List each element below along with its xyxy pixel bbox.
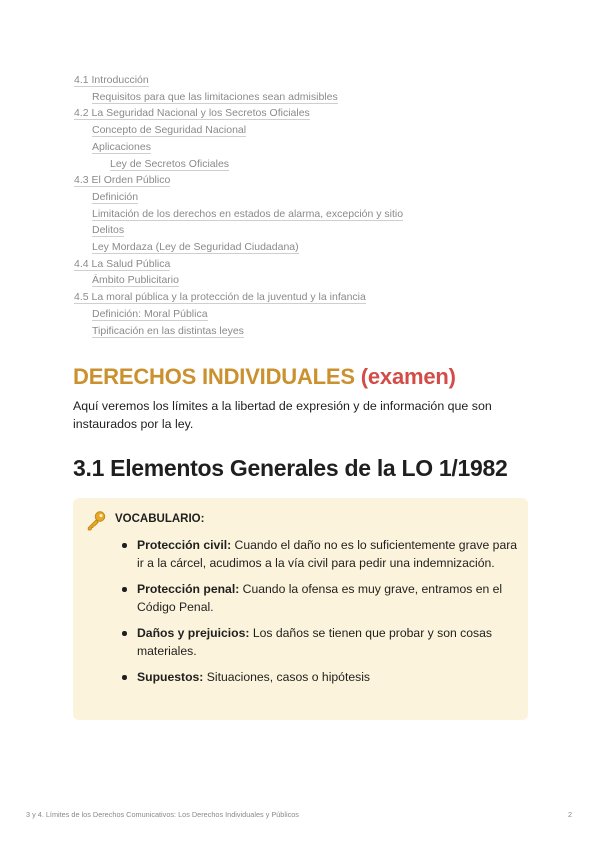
section-intro: Aquí veremos los límites a la libertad de expresión y de información que son instaurados por la ley. xyxy=(73,399,492,431)
toc-item-label[interactable]: Aplicaciones xyxy=(92,140,151,153)
toc-item-label[interactable]: Ámbito Publicitario xyxy=(92,274,179,287)
toc-item-label[interactable]: Requisitos para que las limitaciones sean admisibles xyxy=(92,90,338,103)
vocabulary-callout xyxy=(73,498,528,720)
toc-item-label[interactable]: Definición: Moral Pública xyxy=(92,307,208,320)
vocab-term: Protección civil: xyxy=(137,538,232,552)
toc-item-label[interactable]: Ley de Secretos Oficiales xyxy=(110,157,230,170)
toc-item[interactable] xyxy=(74,306,544,323)
toc-item-label[interactable]: 4.5 La moral pública y la protección de la juventud y la infancia xyxy=(74,291,366,304)
toc-item[interactable] xyxy=(74,323,544,340)
toc-item-label[interactable]: 4.2 La Seguridad Nacional y los Secretos Oficiales xyxy=(74,107,310,120)
toc-item-label[interactable]: Tipificación en las distintas leyes xyxy=(92,324,244,337)
toc-item[interactable] xyxy=(74,105,544,122)
list-item xyxy=(119,580,519,616)
vocab-definition: Cuando el daño no es lo suficientemente grave para ir a la cárcel, acudimos a la vía civil para pedir una indemnización. xyxy=(137,538,518,570)
vocab-term: Protección penal: xyxy=(137,582,240,596)
callout-title: VOCABULARIO: xyxy=(115,513,205,525)
subsection-heading: 3.1 Elementos Generales de la LO 1/1982 xyxy=(73,455,508,481)
toc-item[interactable] xyxy=(74,239,544,256)
toc-item-label[interactable]: 4.1 Introducción xyxy=(74,74,149,86)
toc-item[interactable] xyxy=(74,156,544,173)
toc-item[interactable] xyxy=(74,272,544,289)
vocab-definition: Situaciones, casos o hipótesis xyxy=(203,670,371,684)
list-item xyxy=(119,624,519,660)
toc-item[interactable] xyxy=(74,206,544,223)
list-item xyxy=(119,668,519,686)
page-number: 2 xyxy=(567,810,572,819)
list-item xyxy=(119,536,519,572)
vocab-term: Daños y prejuicios: xyxy=(137,626,250,640)
table-of-contents xyxy=(74,72,544,339)
toc-item[interactable] xyxy=(74,89,544,106)
toc-item[interactable] xyxy=(74,122,544,139)
toc-item-label[interactable]: Definición xyxy=(92,190,139,203)
vocab-definition: Los daños se tienen que probar y son cosas materiales. xyxy=(137,626,492,658)
toc-item-label[interactable]: Delitos xyxy=(92,224,125,237)
toc-item[interactable] xyxy=(74,222,544,239)
toc-item[interactable] xyxy=(74,256,544,273)
toc-item-label[interactable]: Limitación de los derechos en estados de alarma, excepción y sitio xyxy=(92,207,404,220)
toc-item-label[interactable]: 4.4 La Salud Pública xyxy=(74,257,171,270)
toc-item[interactable] xyxy=(74,289,544,306)
toc-item[interactable] xyxy=(74,139,544,156)
vocabulary-list xyxy=(119,536,519,694)
section-title: DERECHOS INDIVIDUALES xyxy=(73,364,355,389)
section-heading xyxy=(73,364,456,390)
toc-item-label[interactable]: Concepto de Seguridad Nacional xyxy=(92,124,247,137)
toc-item-label[interactable]: Ley Mordaza (Ley de Seguridad Ciudadana) xyxy=(92,241,299,254)
toc-item[interactable] xyxy=(74,172,544,189)
page-footer: 3 y 4. Límites de los Derechos Comunicativos: Los Derechos Individuales y Públicos xyxy=(26,810,299,819)
toc-item-label[interactable]: 4.3 El Orden Público xyxy=(74,174,171,187)
toc-item[interactable] xyxy=(74,72,544,89)
vocab-term: Supuestos: xyxy=(137,670,204,684)
vocab-definition: Cuando la ofensa es muy grave, entramos en el Código Penal. xyxy=(137,582,503,614)
toc-item[interactable] xyxy=(74,189,544,206)
exam-tag: (examen) xyxy=(360,364,456,389)
key-icon xyxy=(85,510,107,532)
